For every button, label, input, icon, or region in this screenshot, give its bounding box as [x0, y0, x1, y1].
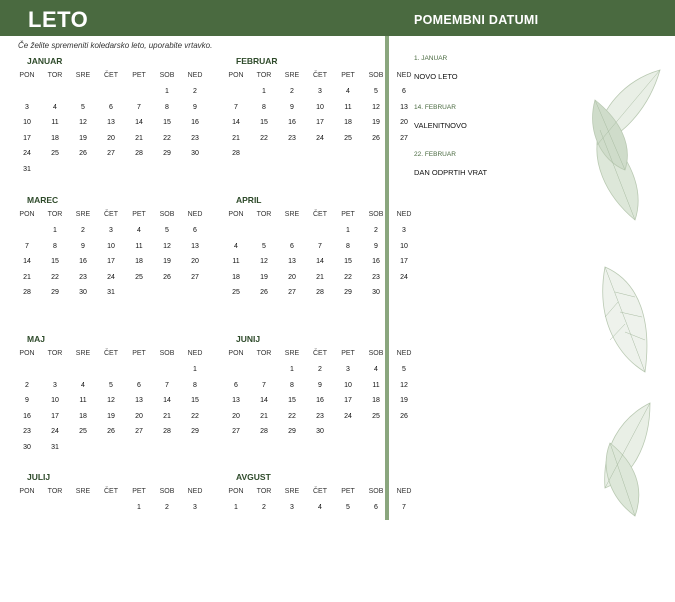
day-cell: 24 — [107, 273, 115, 281]
day-cell: 14 — [260, 397, 268, 404]
day-cell: 2 — [290, 88, 294, 95]
day-cell: 7 — [25, 242, 29, 250]
weekday-label: SOB — [159, 350, 175, 357]
weekday-label: NED — [396, 350, 412, 357]
day-cell: 25 — [344, 134, 352, 142]
day-cell: 8 — [346, 242, 350, 250]
day-cell: 29 — [344, 289, 352, 296]
day-cell: 7 — [137, 103, 141, 111]
month-block — [19, 334, 232, 464]
day-cell: 29 — [288, 428, 296, 435]
day-cell: 14 — [232, 119, 240, 126]
day-cell: 11 — [232, 258, 240, 265]
day-cell: 9 — [25, 397, 29, 404]
day-cell: 12 — [372, 103, 380, 111]
day-cell: 15 — [191, 397, 199, 404]
weekday-label: SRE — [75, 488, 91, 495]
day-cell: 19 — [260, 273, 268, 281]
day-cell: 28 — [23, 289, 31, 296]
day-cell: 12 — [107, 397, 115, 404]
weekday-label: NED — [396, 72, 412, 79]
weekday-label: TOR — [256, 72, 272, 79]
day-cell: 27 — [232, 428, 240, 435]
day-cell: 6 — [402, 88, 406, 95]
day-cell: 22 — [260, 134, 268, 142]
weekday-label: TOR — [47, 211, 63, 218]
event-item — [414, 151, 594, 177]
weekday-label: ČET — [104, 72, 118, 79]
day-cell: 24 — [400, 273, 408, 281]
day-cell: 16 — [23, 412, 31, 420]
day-cell: 18 — [135, 258, 143, 265]
weekday-label: SRE — [75, 211, 91, 218]
event-date: 14. FEBRUAR — [414, 104, 456, 111]
day-cell: 29 — [191, 428, 199, 435]
weekday-label: SOB — [159, 72, 175, 79]
day-cell: 2 — [165, 504, 169, 511]
day-cell: 22 — [288, 412, 296, 420]
day-cell: 17 — [316, 119, 324, 126]
day-cell: 12 — [400, 381, 408, 389]
day-cell: 31 — [51, 443, 59, 451]
important-dates-title: POMEMBNI DATUMI — [414, 13, 539, 27]
day-cell: 4 — [318, 504, 322, 511]
day-cell: 23 — [288, 134, 296, 142]
day-cell: 15 — [260, 119, 268, 126]
day-cell: 13 — [232, 397, 240, 404]
day-cell: 31 — [107, 289, 115, 296]
day-cell: 13 — [400, 103, 408, 111]
day-cell: 4 — [81, 381, 85, 389]
day-cell: 25 — [232, 289, 240, 296]
day-cell: 6 — [374, 504, 378, 511]
day-cell: 3 — [318, 88, 322, 95]
day-cell: 21 — [163, 412, 171, 420]
day-cell: 4 — [374, 366, 378, 373]
month-block — [19, 472, 232, 602]
day-cell: 22 — [51, 273, 59, 281]
weekday-label: SRE — [284, 211, 300, 218]
month-block — [19, 195, 232, 325]
day-cell: 3 — [193, 504, 197, 511]
day-cell: 11 — [135, 242, 143, 250]
day-cell: 24 — [344, 412, 352, 420]
day-cell: 5 — [81, 103, 85, 111]
weekday-label: SRE — [284, 488, 300, 495]
day-cell: 7 — [318, 242, 322, 250]
day-cell: 23 — [191, 134, 199, 142]
day-cell: 18 — [372, 397, 380, 404]
weekday-label: SRE — [75, 72, 91, 79]
day-cell: 6 — [290, 242, 294, 250]
day-cell: 3 — [346, 366, 350, 373]
weekday-label: SOB — [368, 72, 384, 79]
day-cell: 14 — [135, 119, 143, 126]
day-cell: 14 — [23, 258, 31, 265]
weekday-label: TOR — [47, 72, 63, 79]
day-cell: 16 — [372, 258, 380, 265]
day-cell: 1 — [165, 88, 169, 95]
weekday-label: PON — [228, 350, 244, 357]
day-cell: 15 — [288, 397, 296, 404]
month-name: MAREC — [27, 195, 59, 205]
day-cell: 10 — [400, 242, 408, 250]
day-cell: 19 — [372, 119, 380, 126]
weekday-label: PET — [132, 211, 146, 218]
day-cell: 2 — [81, 227, 85, 234]
day-cell: 15 — [344, 258, 352, 265]
day-cell: 6 — [193, 227, 197, 234]
month-name: MAJ — [27, 334, 45, 344]
month-block — [228, 195, 441, 325]
day-cell: 4 — [234, 242, 238, 250]
day-cell: 23 — [23, 428, 31, 435]
day-cell: 22 — [191, 412, 199, 420]
event-name: VALENITNOVO — [414, 121, 467, 130]
weekday-label: SOB — [159, 211, 175, 218]
event-date: 22. FEBRUAR — [414, 151, 456, 158]
weekday-label: PET — [132, 72, 146, 79]
day-cell: 2 — [193, 88, 197, 95]
day-cell: 9 — [318, 381, 322, 389]
weekday-label: SOB — [368, 350, 384, 357]
weekday-label: NED — [187, 72, 203, 79]
day-cell: 7 — [234, 103, 238, 111]
weekday-label: ČET — [313, 350, 327, 357]
weekday-label: NED — [187, 488, 203, 495]
day-cell: 3 — [402, 227, 406, 234]
weekday-label: PON — [19, 350, 35, 357]
day-cell: 27 — [400, 134, 408, 142]
day-cell: 10 — [51, 397, 59, 404]
day-cell: 26 — [260, 289, 268, 296]
weekday-label: SOB — [159, 488, 175, 495]
day-cell: 18 — [344, 119, 352, 126]
day-cell: 25 — [79, 428, 87, 435]
weekday-label: NED — [396, 488, 412, 495]
month-name: JULIJ — [27, 472, 51, 482]
day-cell: 26 — [372, 134, 380, 142]
day-cell: 30 — [372, 289, 380, 296]
weekday-label: PON — [228, 488, 244, 495]
weekday-label: SRE — [75, 350, 91, 357]
day-cell: 12 — [163, 242, 171, 250]
weekday-label: TOR — [256, 211, 272, 218]
day-cell: 15 — [163, 119, 171, 126]
day-cell: 1 — [53, 227, 57, 234]
day-cell: 24 — [316, 134, 324, 142]
day-cell: 3 — [25, 103, 29, 111]
leaf-illustration — [585, 60, 675, 230]
weekday-label: SRE — [284, 72, 300, 79]
day-cell: 22 — [344, 273, 352, 281]
day-cell: 13 — [135, 397, 143, 404]
day-cell: 30 — [316, 428, 324, 435]
header-bar — [0, 0, 675, 36]
day-cell: 4 — [346, 88, 350, 95]
day-cell: 11 — [372, 381, 380, 389]
day-cell: 20 — [135, 412, 143, 420]
weekday-label: PON — [19, 72, 35, 79]
day-cell: 8 — [165, 103, 169, 111]
day-cell: 21 — [260, 412, 268, 420]
weekday-label: PET — [132, 350, 146, 357]
day-cell: 5 — [346, 504, 350, 511]
weekday-label: PON — [228, 211, 244, 218]
weekday-label: SOB — [368, 488, 384, 495]
day-cell: 9 — [81, 242, 85, 250]
day-cell: 13 — [107, 119, 115, 126]
day-cell: 21 — [23, 273, 31, 281]
day-cell: 26 — [163, 273, 171, 281]
day-cell: 6 — [234, 381, 238, 389]
month-block — [228, 56, 441, 186]
day-cell: 28 — [135, 150, 143, 157]
day-cell: 28 — [163, 428, 171, 435]
month-name: APRIL — [236, 195, 262, 205]
day-cell: 7 — [402, 504, 406, 511]
weekday-label: PON — [19, 211, 35, 218]
day-cell: 10 — [23, 119, 31, 126]
weekday-label: ČET — [313, 72, 327, 79]
weekday-label: PET — [341, 72, 355, 79]
day-cell: 21 — [316, 273, 324, 281]
day-cell: 11 — [79, 397, 87, 404]
day-cell: 26 — [400, 412, 408, 420]
day-cell: 13 — [288, 258, 296, 265]
day-cell: 22 — [163, 134, 171, 142]
day-cell: 8 — [193, 381, 197, 389]
day-cell: 8 — [262, 103, 266, 111]
weekday-label: TOR — [47, 488, 63, 495]
day-cell: 16 — [288, 119, 296, 126]
day-cell: 1 — [137, 504, 141, 511]
day-cell: 21 — [232, 134, 240, 142]
day-cell: 20 — [232, 412, 240, 420]
day-cell: 25 — [51, 150, 59, 157]
day-cell: 19 — [400, 397, 408, 404]
day-cell: 5 — [374, 88, 378, 95]
day-cell: 9 — [290, 103, 294, 111]
weekday-label: PON — [228, 72, 244, 79]
day-cell: 16 — [316, 397, 324, 404]
day-cell: 20 — [400, 119, 408, 126]
day-cell: 23 — [316, 412, 324, 420]
day-cell: 8 — [53, 242, 57, 250]
month-block — [228, 334, 441, 464]
day-cell: 14 — [163, 397, 171, 404]
day-cell: 1 — [290, 366, 294, 373]
leaf-illustration — [590, 262, 660, 387]
day-cell: 17 — [400, 258, 408, 265]
day-cell: 26 — [79, 150, 87, 157]
event-name: DAN ODPRTIH VRAT — [414, 168, 488, 177]
day-cell: 25 — [135, 273, 143, 281]
weekday-label: PON — [19, 488, 35, 495]
day-cell: 24 — [51, 428, 59, 435]
day-cell: 29 — [163, 150, 171, 157]
month-name: AVGUST — [236, 472, 271, 482]
day-cell: 19 — [79, 134, 87, 142]
weekday-label: ČET — [313, 211, 327, 218]
event-item — [414, 104, 594, 130]
weekday-label: TOR — [256, 350, 272, 357]
day-cell: 2 — [25, 381, 29, 389]
day-cell: 16 — [79, 258, 87, 265]
weekday-label: TOR — [47, 350, 63, 357]
day-cell: 23 — [79, 273, 87, 281]
weekday-label: SOB — [368, 211, 384, 218]
day-cell: 5 — [165, 227, 169, 234]
day-cell: 17 — [344, 397, 352, 404]
day-cell: 3 — [290, 504, 294, 511]
event-item — [414, 55, 594, 81]
day-cell: 14 — [316, 258, 324, 265]
weekday-label: NED — [396, 211, 412, 218]
weekday-label: ČET — [104, 488, 118, 495]
day-cell: 17 — [51, 412, 59, 420]
day-cell: 1 — [346, 227, 350, 234]
instruction-text: Če želite spremeniti koledarsko leto, uporabite vrtavko. — [18, 41, 213, 50]
day-cell: 8 — [290, 381, 294, 389]
weekday-label: ČET — [104, 350, 118, 357]
day-cell: 1 — [234, 504, 238, 511]
leaf-illustration — [590, 398, 660, 518]
day-cell: 12 — [260, 258, 268, 265]
day-cell: 2 — [374, 227, 378, 234]
day-cell: 10 — [107, 242, 115, 250]
day-cell: 27 — [191, 273, 199, 281]
weekday-label: NED — [187, 211, 203, 218]
day-cell: 3 — [109, 227, 113, 234]
month-block — [228, 472, 441, 602]
day-cell: 27 — [288, 289, 296, 296]
weekday-label: PET — [132, 488, 146, 495]
day-cell: 18 — [51, 134, 59, 142]
day-cell: 3 — [53, 381, 57, 389]
day-cell: 2 — [318, 366, 322, 373]
day-cell: 19 — [107, 412, 115, 420]
day-cell: 12 — [79, 119, 87, 126]
weekday-label: TOR — [256, 488, 272, 495]
day-cell: 5 — [402, 366, 406, 373]
day-cell: 4 — [137, 227, 141, 234]
day-cell: 27 — [135, 428, 143, 435]
day-cell: 1 — [262, 88, 266, 95]
day-cell: 21 — [135, 134, 143, 142]
day-cell: 20 — [288, 273, 296, 281]
weekday-label: ČET — [313, 488, 327, 495]
page-title: LETO — [28, 7, 89, 32]
month-name: JANUAR — [27, 56, 63, 66]
day-cell: 20 — [107, 134, 115, 142]
day-cell: 17 — [107, 258, 115, 265]
day-cell: 15 — [51, 258, 59, 265]
day-cell: 7 — [262, 381, 266, 389]
day-cell: 28 — [232, 150, 240, 157]
day-cell: 5 — [262, 242, 266, 250]
day-cell: 24 — [23, 150, 31, 157]
day-cell: 9 — [374, 242, 378, 250]
weekday-label: PET — [341, 350, 355, 357]
day-cell: 11 — [344, 103, 352, 111]
day-cell: 1 — [193, 366, 197, 373]
weekday-label: PET — [341, 488, 355, 495]
day-cell: 30 — [23, 443, 31, 451]
day-cell: 31 — [23, 165, 31, 173]
day-cell: 13 — [191, 242, 199, 250]
month-name: JUNIJ — [236, 334, 261, 344]
day-cell: 9 — [193, 103, 197, 111]
day-cell: 28 — [316, 289, 324, 296]
month-block — [19, 56, 232, 186]
event-name: NOVO LETO — [414, 72, 458, 81]
day-cell: 29 — [51, 289, 59, 296]
day-cell: 10 — [316, 103, 324, 111]
day-cell: 20 — [191, 258, 199, 265]
day-cell: 7 — [165, 381, 169, 389]
weekday-label: SRE — [284, 350, 300, 357]
weekday-label: ČET — [104, 211, 118, 218]
day-cell: 27 — [107, 150, 115, 157]
day-cell: 25 — [372, 412, 380, 420]
day-cell: 30 — [79, 289, 87, 296]
month-name: FEBRUAR — [236, 56, 278, 66]
day-cell: 17 — [23, 134, 31, 142]
day-cell: 11 — [51, 119, 59, 126]
day-cell: 4 — [53, 103, 57, 111]
event-date: 1. JANUAR — [414, 55, 448, 62]
day-cell: 28 — [260, 428, 268, 435]
day-cell: 5 — [109, 381, 113, 389]
day-cell: 6 — [137, 381, 141, 389]
day-cell: 6 — [109, 103, 113, 111]
day-cell: 19 — [163, 258, 171, 265]
day-cell: 2 — [262, 504, 266, 511]
day-cell: 23 — [372, 273, 380, 281]
weekday-label: NED — [187, 350, 203, 357]
day-cell: 10 — [344, 381, 352, 389]
weekday-label: PET — [341, 211, 355, 218]
day-cell: 30 — [191, 150, 199, 157]
day-cell: 18 — [232, 273, 240, 281]
day-cell: 18 — [79, 412, 87, 420]
day-cell: 26 — [107, 428, 115, 435]
day-cell: 16 — [191, 119, 199, 126]
